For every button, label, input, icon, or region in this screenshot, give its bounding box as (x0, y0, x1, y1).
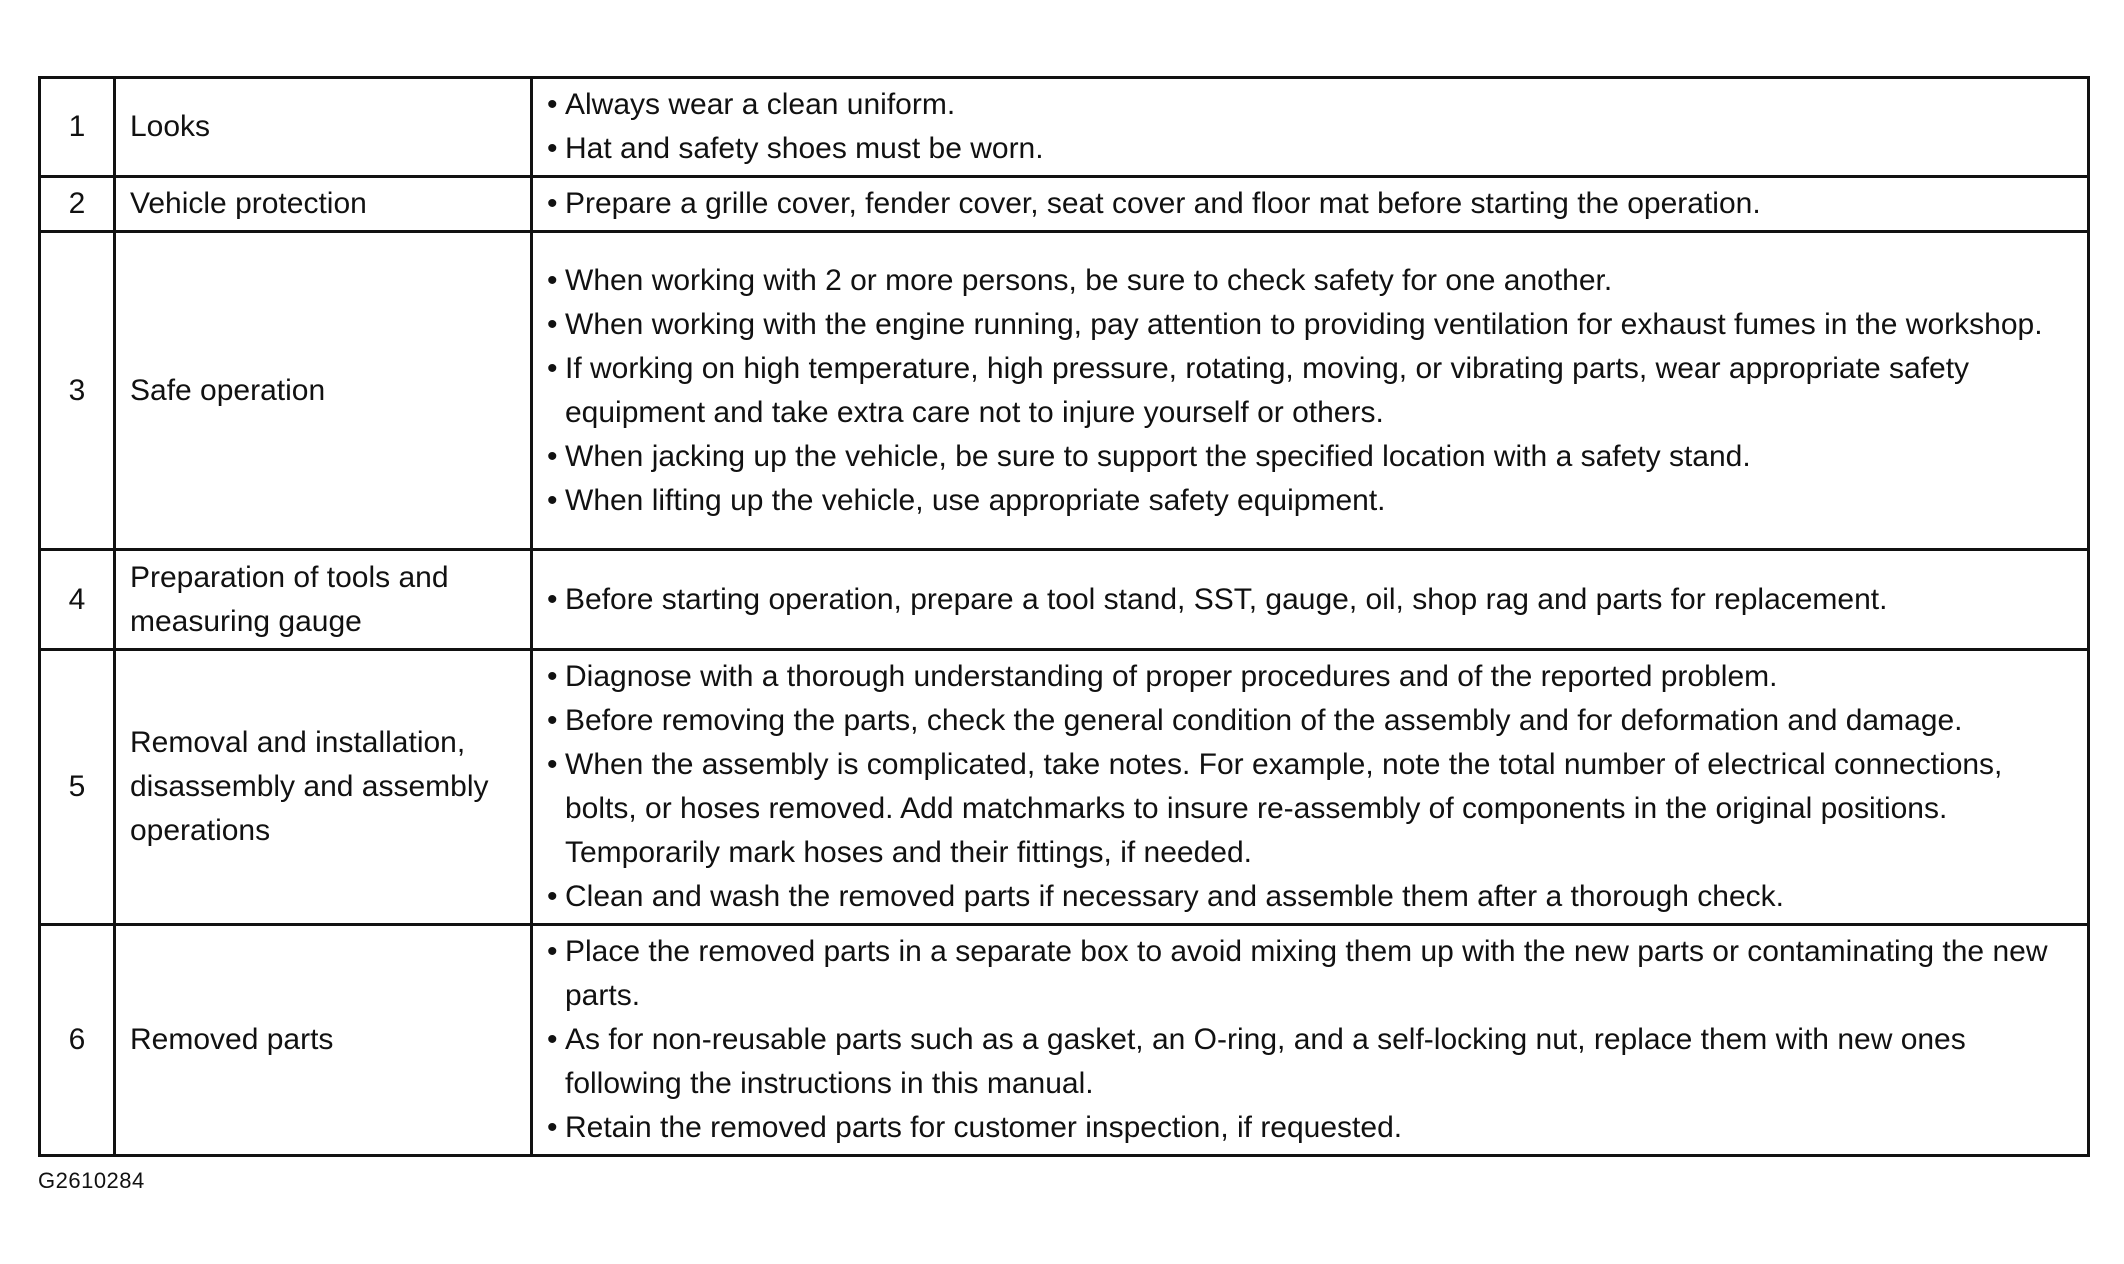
bullet-item: • When the assembly is complicated, take notes. For example, note the total number of electrical connections, bolts, or hoses removed. Add matchmarks to insure re-assembly of components in the original positions. Temporarily mark hoses and their fittings, if needed. (545, 743, 2077, 875)
bullet-item: • Before starting operation, prepare a tool stand, SST, gauge, oil, shop rag and parts for replacement. (545, 578, 2077, 622)
bullet-list (545, 930, 2077, 1150)
bullet-item: • As for non-reusable parts such as a gasket, an O-ring, and a self-locking nut, replace them with new ones following the instructions in this manual. (545, 1018, 2077, 1106)
row-number: 5 (40, 650, 115, 925)
row-items (532, 550, 2089, 650)
work-guidelines-table (38, 76, 2090, 1157)
row-items (532, 177, 2089, 232)
bullet-item: • If working on high temperature, high pressure, rotating, moving, or vibrating parts, wear appropriate safety equipment and take extra care not to injure yourself or others. (545, 347, 2077, 435)
row-topic: Preparation of tools and measuring gauge (115, 550, 532, 650)
row-topic: Removal and installation, disassembly and assembly operations (115, 650, 532, 925)
row-topic: Safe operation (115, 232, 532, 550)
row-number: 6 (40, 925, 115, 1156)
bullet-item: • When lifting up the vehicle, use appropriate safety equipment. (545, 479, 2077, 523)
row-items (532, 650, 2089, 925)
bullet-item: • Before removing the parts, check the general condition of the assembly and for deformation and damage. (545, 699, 2077, 743)
bullet-item: • Place the removed parts in a separate box to avoid mixing them up with the new parts or contaminating the new parts. (545, 930, 2077, 1018)
row-number: 1 (40, 78, 115, 177)
row-topic: Removed parts (115, 925, 532, 1156)
bullet-list (545, 259, 2077, 523)
table-row (40, 232, 2089, 550)
figure-code: G2610284 (38, 1168, 145, 1193)
row-number: 4 (40, 550, 115, 650)
bullet-item: • When working with the engine running, pay attention to providing ventilation for exhaust fumes in the workshop. (545, 303, 2077, 347)
row-items (532, 78, 2089, 177)
bullet-list (545, 655, 2077, 919)
bullet-list (545, 578, 2077, 622)
table-row (40, 650, 2089, 925)
work-guidelines-sheet (38, 76, 2090, 1157)
table-row (40, 925, 2089, 1156)
bullet-item: • Hat and safety shoes must be worn. (545, 127, 2077, 171)
table-row (40, 550, 2089, 650)
row-topic: Looks (115, 78, 532, 177)
bullet-item: • Retain the removed parts for customer inspection, if requested. (545, 1106, 2077, 1150)
table-row (40, 177, 2089, 232)
row-topic: Vehicle protection (115, 177, 532, 232)
bullet-item: • Clean and wash the removed parts if necessary and assemble them after a thorough check. (545, 875, 2077, 919)
row-items (532, 232, 2089, 550)
bullet-item: • When jacking up the vehicle, be sure to support the specified location with a safety stand. (545, 435, 2077, 479)
bullet-list (545, 182, 2077, 226)
table-row (40, 78, 2089, 177)
bullet-item: • Diagnose with a thorough understanding of proper procedures and of the reported problem. (545, 655, 2077, 699)
bullet-list (545, 83, 2077, 171)
row-number: 3 (40, 232, 115, 550)
bullet-item: • Always wear a clean uniform. (545, 83, 2077, 127)
row-items (532, 925, 2089, 1156)
bullet-item: • When working with 2 or more persons, be sure to check safety for one another. (545, 259, 2077, 303)
row-number: 2 (40, 177, 115, 232)
bullet-item: • Prepare a grille cover, fender cover, seat cover and floor mat before starting the operation. (545, 182, 2077, 226)
